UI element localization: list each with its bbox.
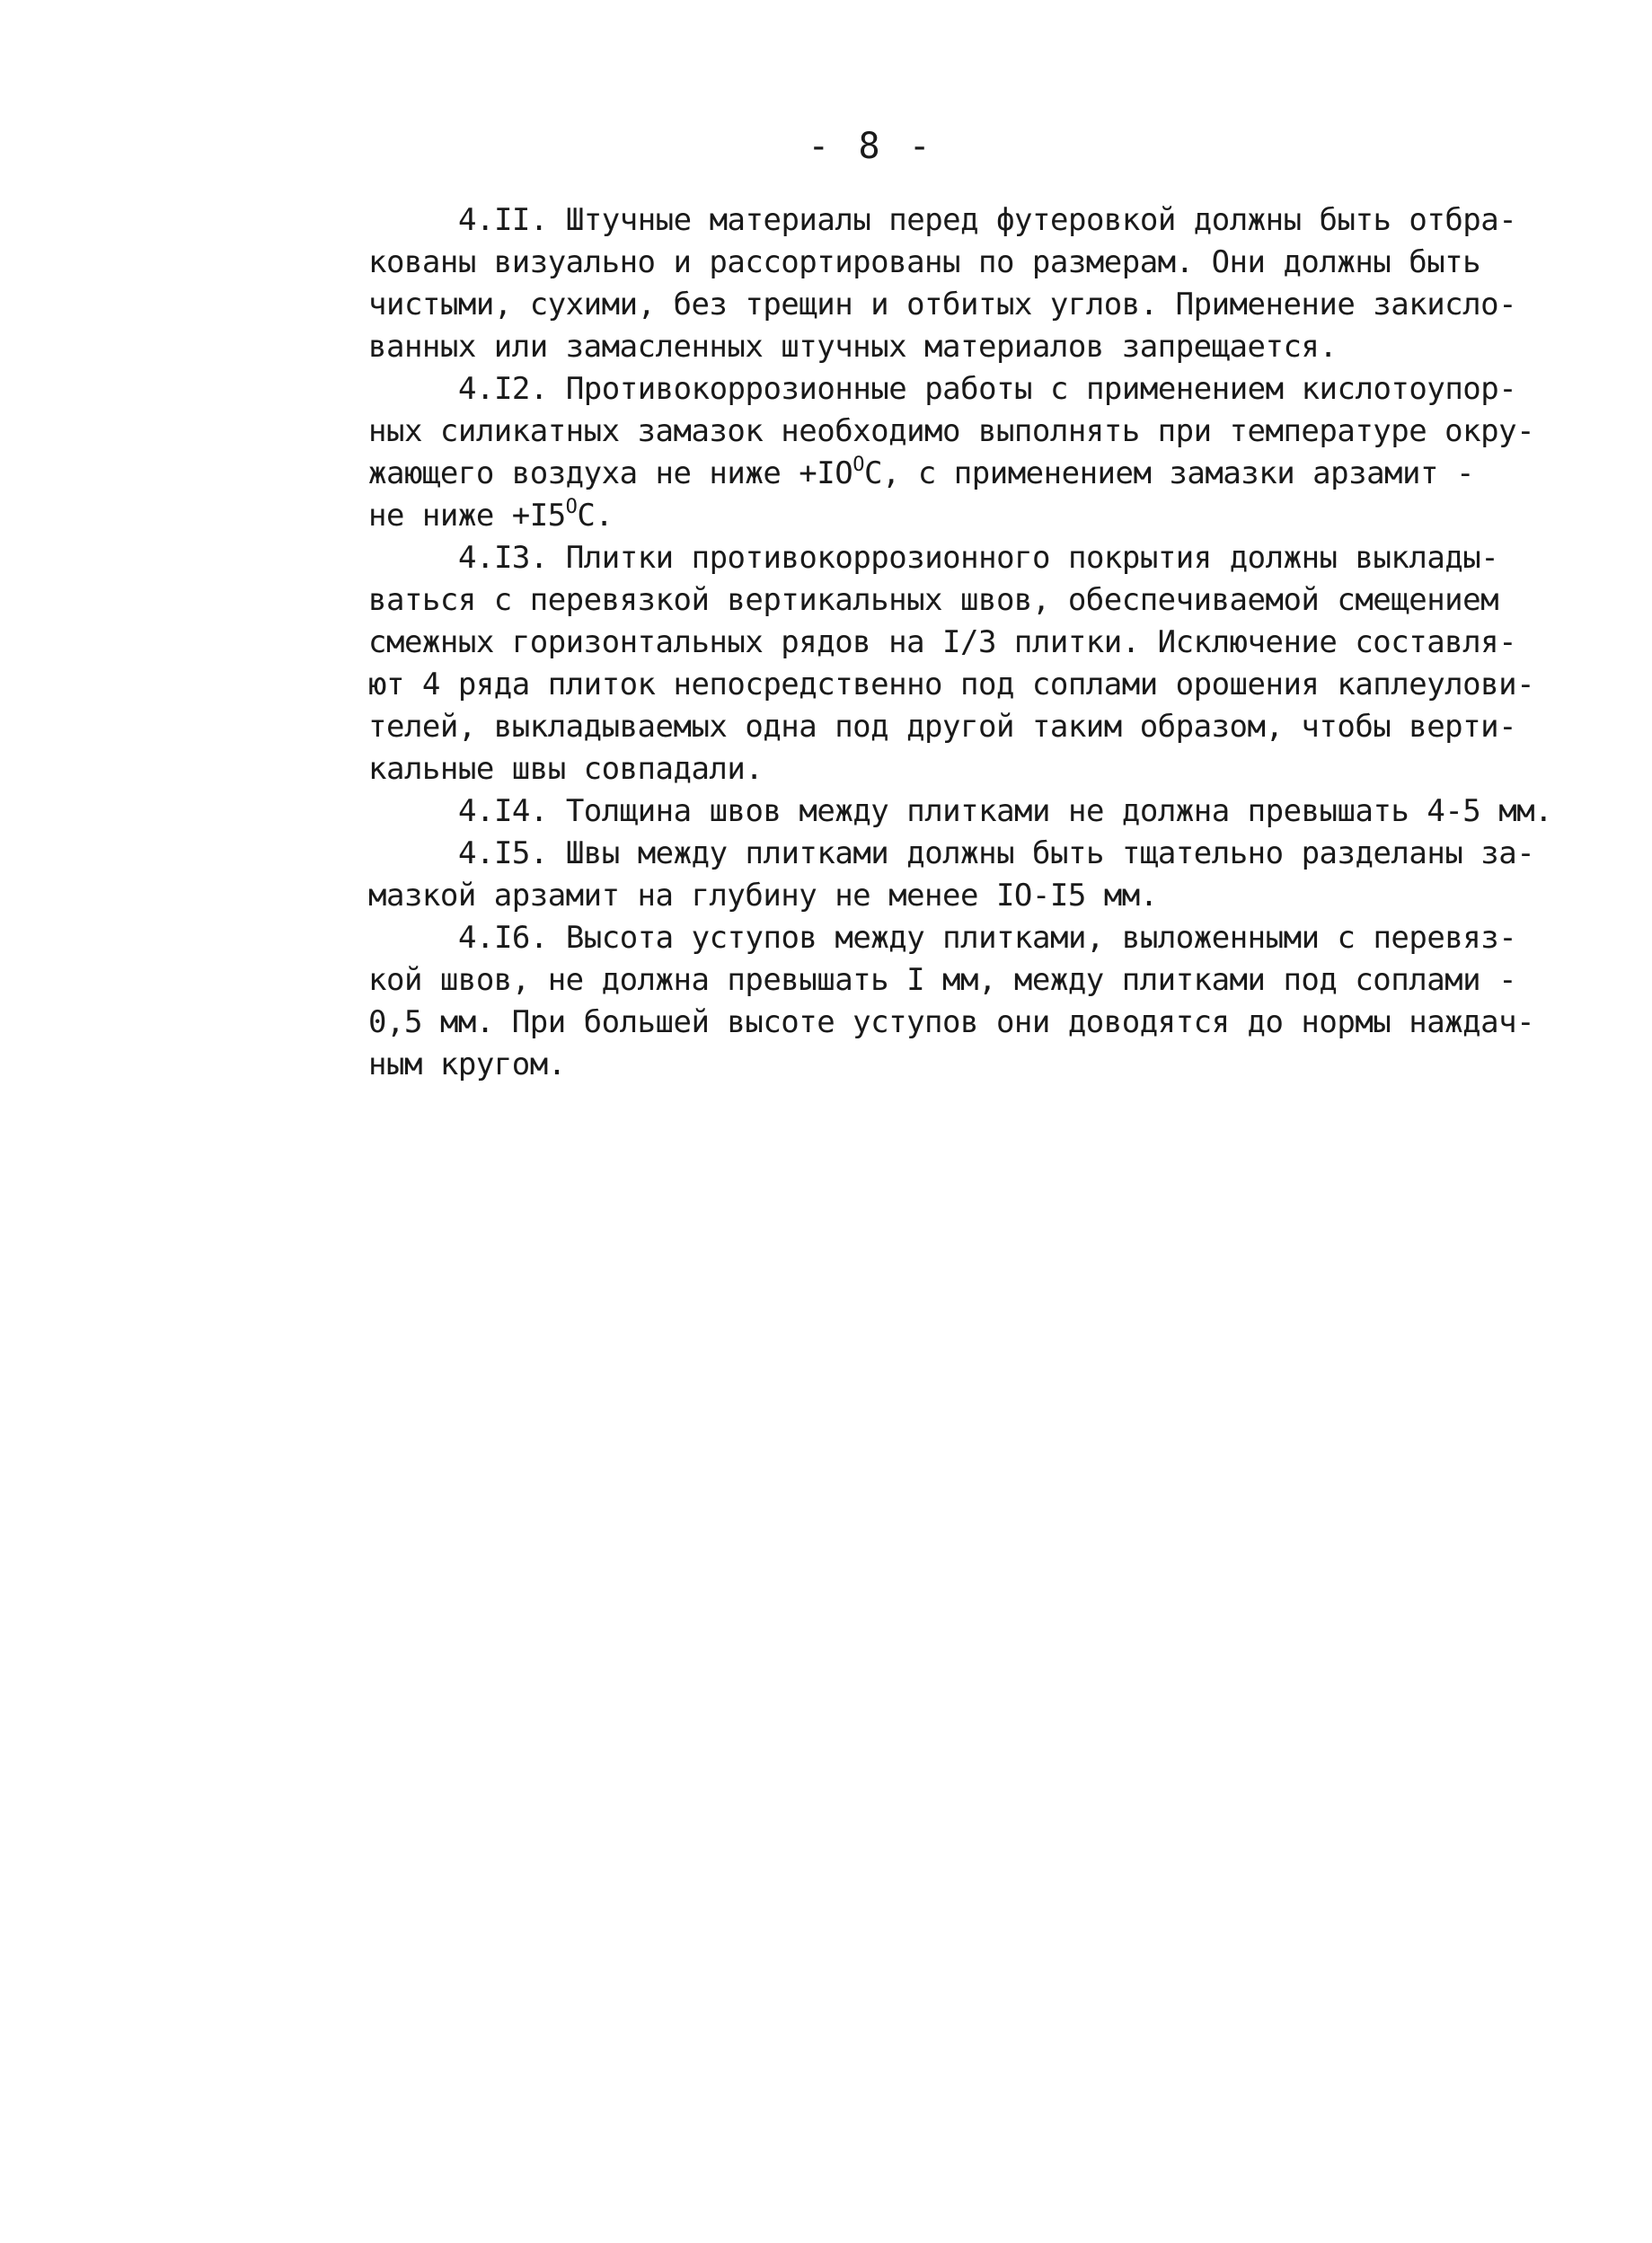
text-line: кальные швы совпадали. [368, 751, 764, 787]
page-number: - 8 - [808, 126, 934, 167]
degree-superscript: O [565, 496, 578, 518]
document-body [368, 199, 1553, 1086]
paragraph-4-12 [368, 368, 1536, 537]
text-line [368, 453, 1536, 495]
text-line: ваться с перевязкой вертикальных швов, обеспечиваемой смещением [368, 582, 1499, 618]
degree-superscript: O [853, 454, 864, 476]
text-segment: не ниже +I5 [368, 498, 566, 534]
text-segment: C. [577, 498, 614, 534]
text-segment: C, с применением замазки арзамит - [863, 455, 1474, 491]
text-line: 4.I2. Противокоррозионные работы с применением кислотоупор- [458, 371, 1517, 407]
text-line: мазкой арзамит на глубину не менее IO-I5 мм. [368, 878, 1158, 914]
paragraph-4-16 [368, 917, 1536, 1086]
paragraph-4-11 [368, 199, 1536, 368]
text-line: 4.II. Штучные материалы перед футеровкой должны быть отбра- [458, 202, 1517, 238]
text-line: кой швов, не должна превышать I мм, между плитками под соплами - [368, 962, 1517, 998]
paragraph-4-14 [368, 790, 1553, 833]
text-line: 0,5 мм. При большей высоте уступов они доводятся до нормы наждач- [368, 1004, 1535, 1040]
text-line: 4.I3. Плитки противокоррозионного покрытия должны выклады- [458, 540, 1499, 576]
text-line: кованы визуально и рассортированы по размерам. Они должны быть [368, 244, 1481, 280]
text-line: 4.I5. Швы между плитками должны быть тщательно разделаны за- [458, 835, 1535, 871]
text-line: 4.I6. Высота уступов между плитками, выложенными с перевяз- [458, 920, 1517, 956]
text-line [368, 495, 1536, 537]
paragraph-4-13 [368, 537, 1536, 790]
text-line: ванных или замасленных штучных материалов запрещается. [368, 329, 1338, 365]
text-line: телей, выкладываемых одна под другой таким образом, чтобы верти- [368, 709, 1517, 745]
text-line: 4.I4. Толщина швов между плитками не должна превышать 4-5 мм. [458, 793, 1553, 829]
text-segment: жающего воздуха не ниже +IO [368, 455, 853, 491]
paragraph-4-15 [368, 833, 1536, 917]
text-line: чистыми, сухими, без трещин и отбитых углов. Применение закисло- [368, 287, 1517, 322]
text-line: ных силикатных замазок необходимо выполнять при температуре окру- [368, 413, 1535, 449]
text-line: смежных горизонтальных рядов на I/3 плитки. Исключение составля- [368, 624, 1517, 660]
text-line: ют 4 ряда плиток непосредственно под соплами орошения каплеулови- [368, 667, 1535, 702]
text-line: ным кругом. [368, 1046, 566, 1082]
